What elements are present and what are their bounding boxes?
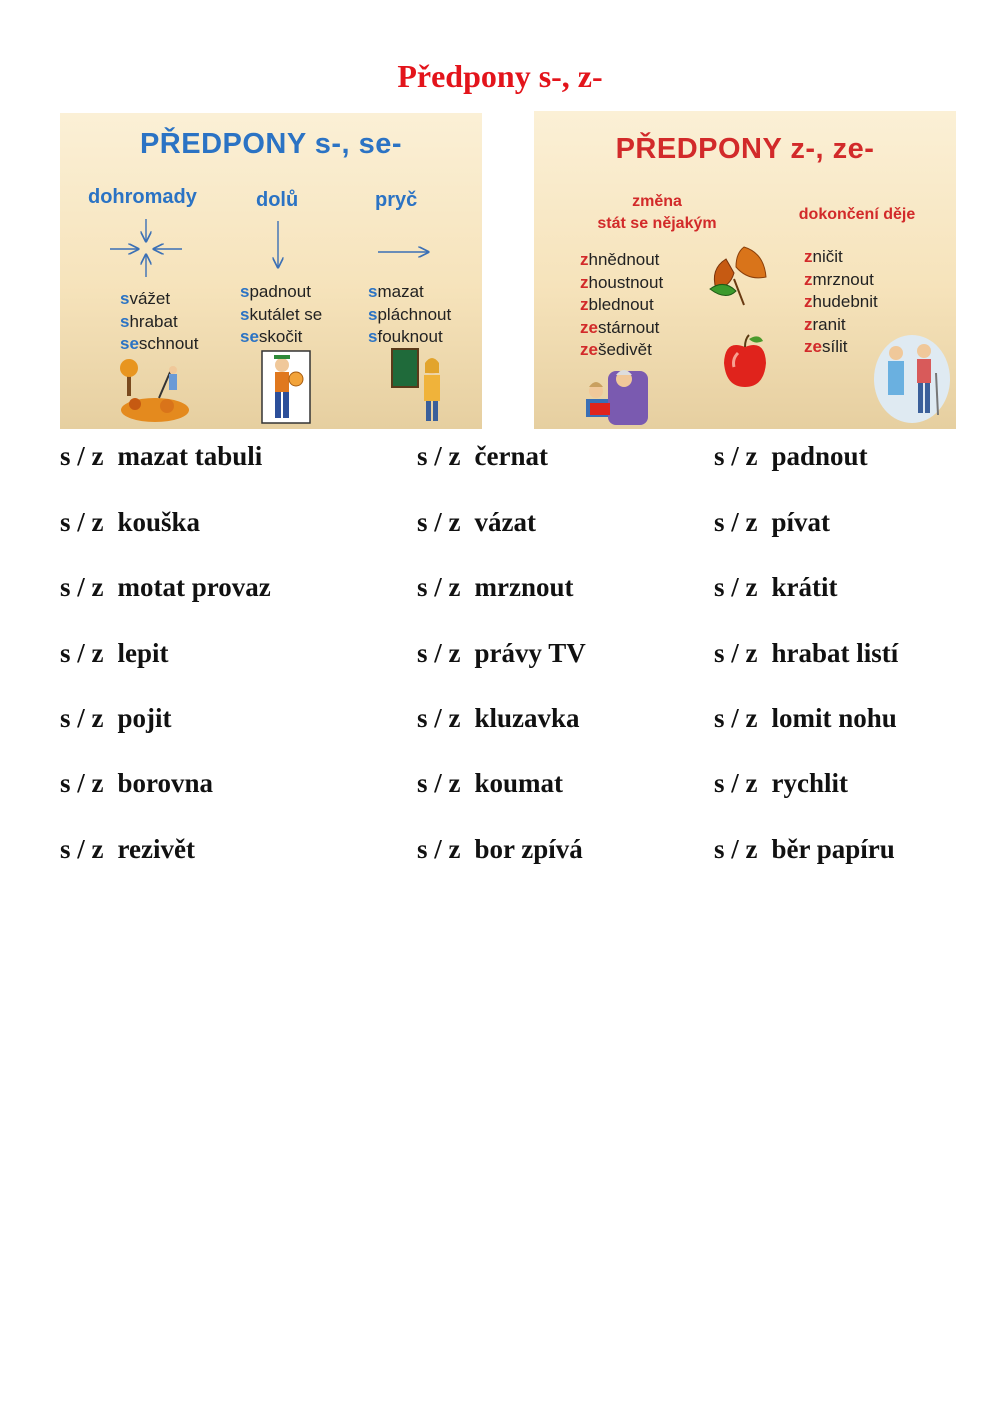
prefix-choice[interactable]: s / z bbox=[417, 834, 461, 864]
prefix-choice[interactable]: s / z bbox=[60, 703, 104, 733]
prefix-choice[interactable]: s / z bbox=[417, 441, 461, 471]
word-stem: rychlit bbox=[771, 768, 848, 798]
prefix-choice[interactable]: s / z bbox=[714, 768, 758, 798]
list-item: smazat bbox=[368, 282, 424, 301]
exercise-item[interactable] bbox=[60, 768, 213, 799]
panel-title: PŘEDPONY z-, ze- bbox=[615, 133, 875, 165]
autumn-leaves-icon bbox=[704, 241, 780, 307]
column-header: dohromady bbox=[88, 186, 197, 208]
word-stem: rezivět bbox=[117, 834, 195, 864]
exercise-item[interactable] bbox=[714, 768, 848, 799]
prefix-choice[interactable]: s / z bbox=[714, 441, 758, 471]
exercise-item[interactable] bbox=[417, 507, 536, 538]
grandparents-reading-illustration bbox=[574, 361, 654, 427]
word-stem: právy TV bbox=[474, 638, 586, 668]
word-stem: kouška bbox=[117, 507, 201, 537]
exercise-item[interactable] bbox=[417, 834, 583, 865]
list-item: zhnědnout bbox=[580, 250, 660, 269]
exercise-item[interactable] bbox=[417, 768, 563, 799]
exercise-row bbox=[60, 572, 960, 612]
word-stem: černat bbox=[474, 441, 548, 471]
word-stem: hrabat listí bbox=[771, 638, 899, 668]
exercise-row bbox=[60, 768, 960, 808]
word-stem: bor zpívá bbox=[474, 834, 583, 864]
list-item: spadnout bbox=[240, 282, 311, 301]
word-list bbox=[804, 246, 878, 359]
nurse-patient-illustration bbox=[872, 333, 952, 425]
prefix-choice[interactable]: s / z bbox=[417, 572, 461, 602]
word-list bbox=[240, 281, 322, 349]
exercise-item[interactable] bbox=[60, 703, 172, 734]
exercise-item[interactable] bbox=[60, 834, 195, 865]
word-stem: kluzavka bbox=[474, 703, 580, 733]
apple-icon bbox=[720, 331, 770, 391]
prefix-choice[interactable]: s / z bbox=[60, 441, 104, 471]
prefix-choice[interactable]: s / z bbox=[60, 572, 104, 602]
exercise-item[interactable] bbox=[417, 441, 548, 472]
exercise-item[interactable] bbox=[714, 507, 830, 538]
list-item: seskočit bbox=[240, 327, 303, 346]
list-item: zblednout bbox=[580, 295, 654, 314]
falling-boy-illustration bbox=[260, 349, 312, 425]
prefix-choice[interactable]: s / z bbox=[714, 703, 758, 733]
exercise-item[interactable] bbox=[714, 703, 897, 734]
prefix-choice[interactable]: s / z bbox=[60, 638, 104, 668]
prefix-z-panel bbox=[534, 111, 956, 429]
word-list bbox=[580, 249, 663, 362]
list-item: seschnout bbox=[120, 334, 199, 353]
word-stem: koumat bbox=[474, 768, 564, 798]
list-item: zmrznout bbox=[804, 269, 874, 289]
exercise-item[interactable] bbox=[714, 834, 895, 865]
word-stem: borovna bbox=[117, 768, 214, 798]
exercise-item[interactable] bbox=[417, 638, 586, 669]
prefix-choice[interactable]: s / z bbox=[417, 768, 461, 798]
exercise-item[interactable] bbox=[60, 572, 271, 603]
exercise-item[interactable] bbox=[60, 507, 200, 538]
word-stem: běr papíru bbox=[771, 834, 895, 864]
column-header: pryč bbox=[375, 189, 418, 211]
word-stem: lomit nohu bbox=[771, 703, 897, 733]
category-header: dokončení děje bbox=[798, 206, 916, 223]
exercise-item[interactable] bbox=[417, 703, 580, 734]
list-item: zranit bbox=[804, 314, 846, 334]
list-item: zhoustnout bbox=[580, 272, 664, 292]
list-item: svážet bbox=[120, 289, 171, 308]
prefix-choice[interactable]: s / z bbox=[60, 507, 104, 537]
prefix-choice[interactable]: s / z bbox=[60, 768, 104, 798]
exercise-item[interactable] bbox=[714, 638, 898, 669]
exercise-row bbox=[60, 441, 960, 481]
exercise-row bbox=[60, 703, 960, 743]
prefix-s-panel bbox=[60, 113, 482, 429]
word-stem: lepit bbox=[117, 638, 169, 668]
list-item: zestárnout bbox=[580, 317, 660, 337]
word-stem: padnout bbox=[771, 441, 868, 471]
exercise-item[interactable] bbox=[714, 441, 868, 472]
prefix-choice[interactable]: s / z bbox=[714, 572, 758, 602]
exercise-row bbox=[60, 638, 960, 678]
prefix-choice[interactable]: s / z bbox=[714, 638, 758, 668]
list-item: skutálet se bbox=[240, 304, 323, 324]
prefix-choice[interactable]: s / z bbox=[714, 507, 758, 537]
word-stem: mrznout bbox=[474, 572, 574, 602]
prefix-choice[interactable]: s / z bbox=[714, 834, 758, 864]
exercise-row bbox=[60, 507, 960, 547]
category-header: změna stát se nějakým bbox=[597, 193, 717, 232]
raking-leaves-illustration bbox=[115, 358, 195, 426]
word-stem: motat provaz bbox=[117, 572, 271, 602]
panel-title: PŘEDPONY s-, se- bbox=[139, 128, 403, 160]
list-item: sfouknout bbox=[368, 327, 443, 346]
list-item: spláchnout bbox=[368, 304, 452, 324]
list-item: zešedivět bbox=[580, 340, 652, 359]
word-stem: vázat bbox=[474, 507, 536, 537]
word-stem: mazat tabuli bbox=[117, 441, 263, 471]
blackboard-girl-illustration bbox=[390, 345, 450, 425]
word-stem: pojit bbox=[117, 703, 172, 733]
word-list bbox=[368, 281, 451, 349]
prefix-choice[interactable]: s / z bbox=[417, 638, 461, 668]
word-stem: pívat bbox=[771, 507, 831, 537]
exercise-item[interactable] bbox=[60, 638, 169, 669]
list-item: shrabat bbox=[120, 311, 178, 331]
exercise-item[interactable] bbox=[714, 572, 837, 603]
prefix-choice[interactable]: s / z bbox=[417, 507, 461, 537]
prefix-choice[interactable]: s / z bbox=[60, 834, 104, 864]
exercise-row bbox=[60, 834, 960, 874]
word-list bbox=[120, 288, 198, 356]
word-stem: krátit bbox=[771, 572, 838, 602]
list-item: zničit bbox=[804, 247, 843, 266]
prefix-choice[interactable]: s / z bbox=[417, 703, 461, 733]
exercise-item[interactable] bbox=[417, 572, 573, 603]
column-header: dolů bbox=[256, 189, 299, 211]
list-item: zesílit bbox=[804, 337, 848, 356]
exercise-item[interactable] bbox=[60, 441, 262, 472]
list-item: zhudebnit bbox=[804, 292, 878, 311]
page-title: Předpony s-, z- bbox=[397, 58, 603, 94]
